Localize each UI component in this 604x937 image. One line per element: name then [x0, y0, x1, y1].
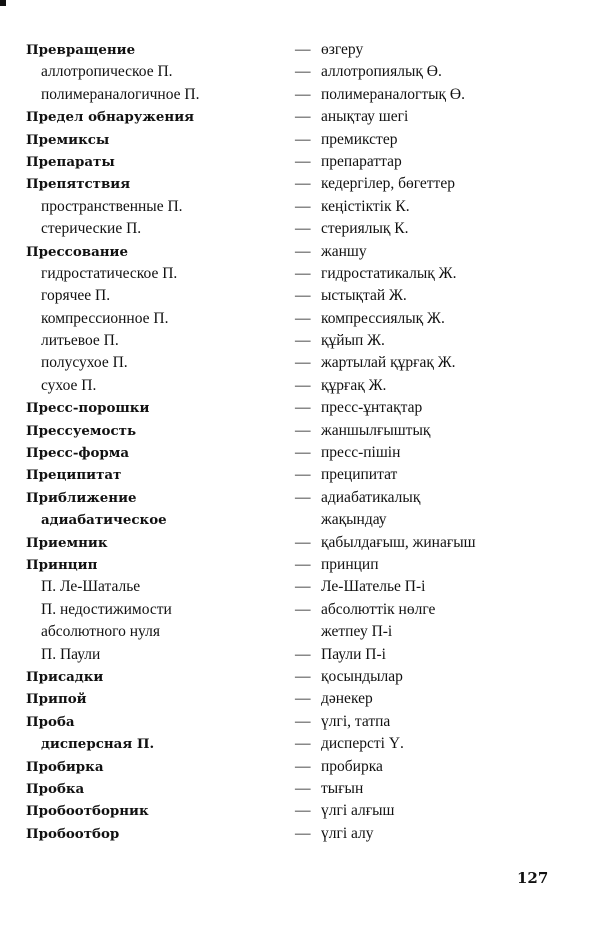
entry-dash: —	[295, 309, 311, 327]
entry-dash: —	[295, 466, 311, 484]
entry-dash: —	[295, 824, 311, 842]
entry-term: Пробирка	[26, 758, 104, 775]
entry-dash: —	[295, 690, 311, 708]
entry-dash: —	[295, 152, 311, 170]
entry-dash: —	[295, 802, 311, 820]
entry-term: Пробка	[26, 780, 85, 797]
entry-term: Принцип	[26, 556, 98, 573]
dictionary-entry	[0, 308, 604, 330]
entry-term: Препятствия	[26, 176, 131, 193]
entry-dash: —	[295, 220, 311, 238]
entry-term: Пресс-порошки	[26, 400, 150, 417]
entry-term: горячее П.	[41, 287, 111, 305]
entry-term: компрессионное П.	[41, 309, 169, 327]
entry-dash: —	[295, 41, 311, 58]
entry-term: адиабатическое	[41, 512, 167, 529]
entry-term: Припой	[26, 691, 87, 708]
scan-corner-mark	[0, 0, 6, 6]
dictionary-entry	[0, 733, 604, 755]
dictionary-entry	[0, 464, 604, 486]
dictionary-entry	[0, 756, 604, 778]
entry-dash: —	[295, 712, 311, 730]
entry-dash: —	[295, 488, 311, 506]
dictionary-entry	[0, 61, 604, 83]
entry-dash: —	[295, 645, 311, 663]
entry-translation: үлгі алғыш	[321, 802, 395, 820]
entry-translation: құрғақ Ж.	[321, 376, 387, 394]
entry-list	[0, 39, 604, 845]
entry-term: Предел обнаружения	[26, 109, 195, 126]
dictionary-entry	[0, 532, 604, 554]
entry-dash: —	[295, 197, 311, 215]
entry-translation: дисперсті Ү.	[321, 735, 404, 753]
entry-dash: —	[295, 421, 311, 439]
entry-term: полусухое П.	[41, 354, 128, 372]
dictionary-entry	[0, 554, 604, 576]
entry-term: стерические П.	[41, 220, 142, 238]
entry-translation: пресс-ұнтақтар	[321, 399, 423, 417]
entry-dash: —	[295, 667, 311, 685]
entry-term: Приемник	[26, 534, 108, 551]
entry-translation: Ле-Шателье П-і	[321, 578, 426, 596]
entry-term: П. Паули	[41, 645, 101, 663]
entry-translation: компрессиялық Ж.	[321, 309, 445, 327]
entry-translation: гидростатикалық Ж.	[321, 264, 457, 282]
entry-translation: пробирка	[321, 757, 383, 775]
dictionary-entry	[0, 688, 604, 710]
dictionary-entry	[0, 420, 604, 442]
entry-dash: —	[295, 354, 311, 372]
entry-term: Прессование	[26, 243, 128, 260]
entry-term: Проба	[26, 713, 75, 730]
entry-dash: —	[295, 757, 311, 775]
entry-term: Пробоотбор	[26, 825, 120, 842]
entry-dash: —	[295, 600, 311, 618]
entry-dash: —	[295, 332, 311, 350]
dictionary-entry	[0, 263, 604, 285]
entry-translation: жетпеу П-і	[321, 623, 393, 641]
entry-term: гидростатическое П.	[41, 264, 178, 282]
entry-term: П. Ле-Шаталье	[41, 578, 141, 596]
entry-translation: қабылдағыш, жинағыш	[321, 533, 476, 551]
entry-translation: преципитат	[321, 466, 398, 484]
entry-dash: —	[295, 264, 311, 282]
dictionary-entry	[0, 129, 604, 151]
entry-translation: ыстықтай Ж.	[321, 287, 407, 305]
entry-term: Препараты	[26, 153, 115, 170]
entry-translation: жаншылғыштық	[321, 421, 431, 439]
dictionary-entry	[0, 173, 604, 195]
dictionary-entry	[0, 84, 604, 106]
dictionary-entry	[0, 621, 604, 643]
entry-term: П. недостижимости	[41, 600, 172, 618]
page-number: 127	[517, 869, 549, 887]
dictionary-entry	[0, 375, 604, 397]
dictionary-entry	[0, 39, 604, 61]
entry-term: Преципитат	[26, 467, 122, 484]
entry-translation: жаншу	[321, 242, 367, 260]
dictionary-entry	[0, 106, 604, 128]
dictionary-entry	[0, 666, 604, 688]
dictionary-entry	[0, 397, 604, 419]
dictionary-entry	[0, 442, 604, 464]
dictionary-entry	[0, 599, 604, 621]
entry-translation: өзгеру	[321, 41, 364, 58]
dictionary-entry	[0, 800, 604, 822]
entry-dash: —	[295, 63, 311, 81]
dictionary-entry	[0, 352, 604, 374]
entry-translation: дәнекер	[321, 690, 373, 708]
entry-translation: кедергілер, бөгеттер	[321, 175, 455, 193]
entry-translation: премикстер	[321, 130, 398, 148]
entry-translation: кеңістіктік К.	[321, 197, 410, 215]
entry-translation: Паули П-і	[321, 645, 386, 663]
entry-translation: абсолюттік нөлге	[321, 600, 436, 618]
entry-dash: —	[295, 108, 311, 126]
entry-translation: препараттар	[321, 152, 402, 170]
dictionary-entry	[0, 330, 604, 352]
entry-translation: стериялық К.	[321, 220, 409, 238]
entry-dash: —	[295, 533, 311, 551]
entry-term: Премиксы	[26, 131, 110, 148]
entry-dash: —	[295, 399, 311, 417]
entry-dash: —	[295, 555, 311, 573]
entry-translation: полимераналогтық Ө.	[321, 85, 466, 103]
entry-term: литьевое П.	[41, 332, 119, 350]
dictionary-entry	[0, 241, 604, 263]
entry-dash: —	[295, 287, 311, 305]
entry-term: пространственные П.	[41, 197, 183, 215]
entry-term: аллотропическое П.	[41, 63, 173, 81]
entry-dash: —	[295, 175, 311, 193]
entry-translation: үлгі, татпа	[321, 712, 391, 730]
entry-term: Приближение	[26, 489, 137, 506]
entry-term: абсолютного нуля	[41, 623, 160, 641]
entry-term: сухое П.	[41, 376, 97, 394]
entry-translation: қосындылар	[321, 667, 403, 685]
entry-translation: жақындау	[321, 511, 387, 529]
entry-dash: —	[295, 376, 311, 394]
dictionary-entry	[0, 644, 604, 666]
dictionary-entry	[0, 711, 604, 733]
entry-translation: тығын	[321, 779, 364, 797]
entry-dash: —	[295, 578, 311, 596]
entry-term: Пробоотборник	[26, 803, 149, 820]
entry-dash: —	[295, 85, 311, 103]
entry-translation: аллотропиялық Ө.	[321, 63, 442, 81]
dictionary-entry	[0, 487, 604, 509]
entry-translation: анықтау шегі	[321, 108, 409, 126]
entry-translation: үлгі алу	[321, 824, 374, 842]
dictionary-entry	[0, 218, 604, 240]
dictionary-entry	[0, 823, 604, 845]
entry-translation: құйып Ж.	[321, 332, 385, 350]
entry-translation: принцип	[321, 555, 379, 573]
entry-dash: —	[295, 444, 311, 462]
entry-dash: —	[295, 779, 311, 797]
entry-dash: —	[295, 242, 311, 260]
entry-term: Присадки	[26, 668, 104, 685]
entry-dash: —	[295, 735, 311, 753]
entry-term: полимераналогичное П.	[41, 85, 200, 103]
entry-translation: пресс-пішін	[321, 444, 401, 462]
entry-term: Превращение	[26, 42, 136, 58]
dictionary-entry	[0, 778, 604, 800]
dictionary-entry	[0, 196, 604, 218]
dictionary-entry	[0, 285, 604, 307]
entry-dash: —	[295, 130, 311, 148]
entry-term: Прессуемость	[26, 422, 137, 439]
dictionary-entry	[0, 509, 604, 531]
entry-term: Пресс-форма	[26, 445, 130, 462]
entry-translation: адиабатикалық	[321, 488, 421, 506]
dictionary-entry	[0, 151, 604, 173]
dictionary-entry	[0, 576, 604, 598]
entry-term: дисперсная П.	[41, 736, 155, 753]
entry-translation: жартылай құрғақ Ж.	[321, 354, 456, 372]
